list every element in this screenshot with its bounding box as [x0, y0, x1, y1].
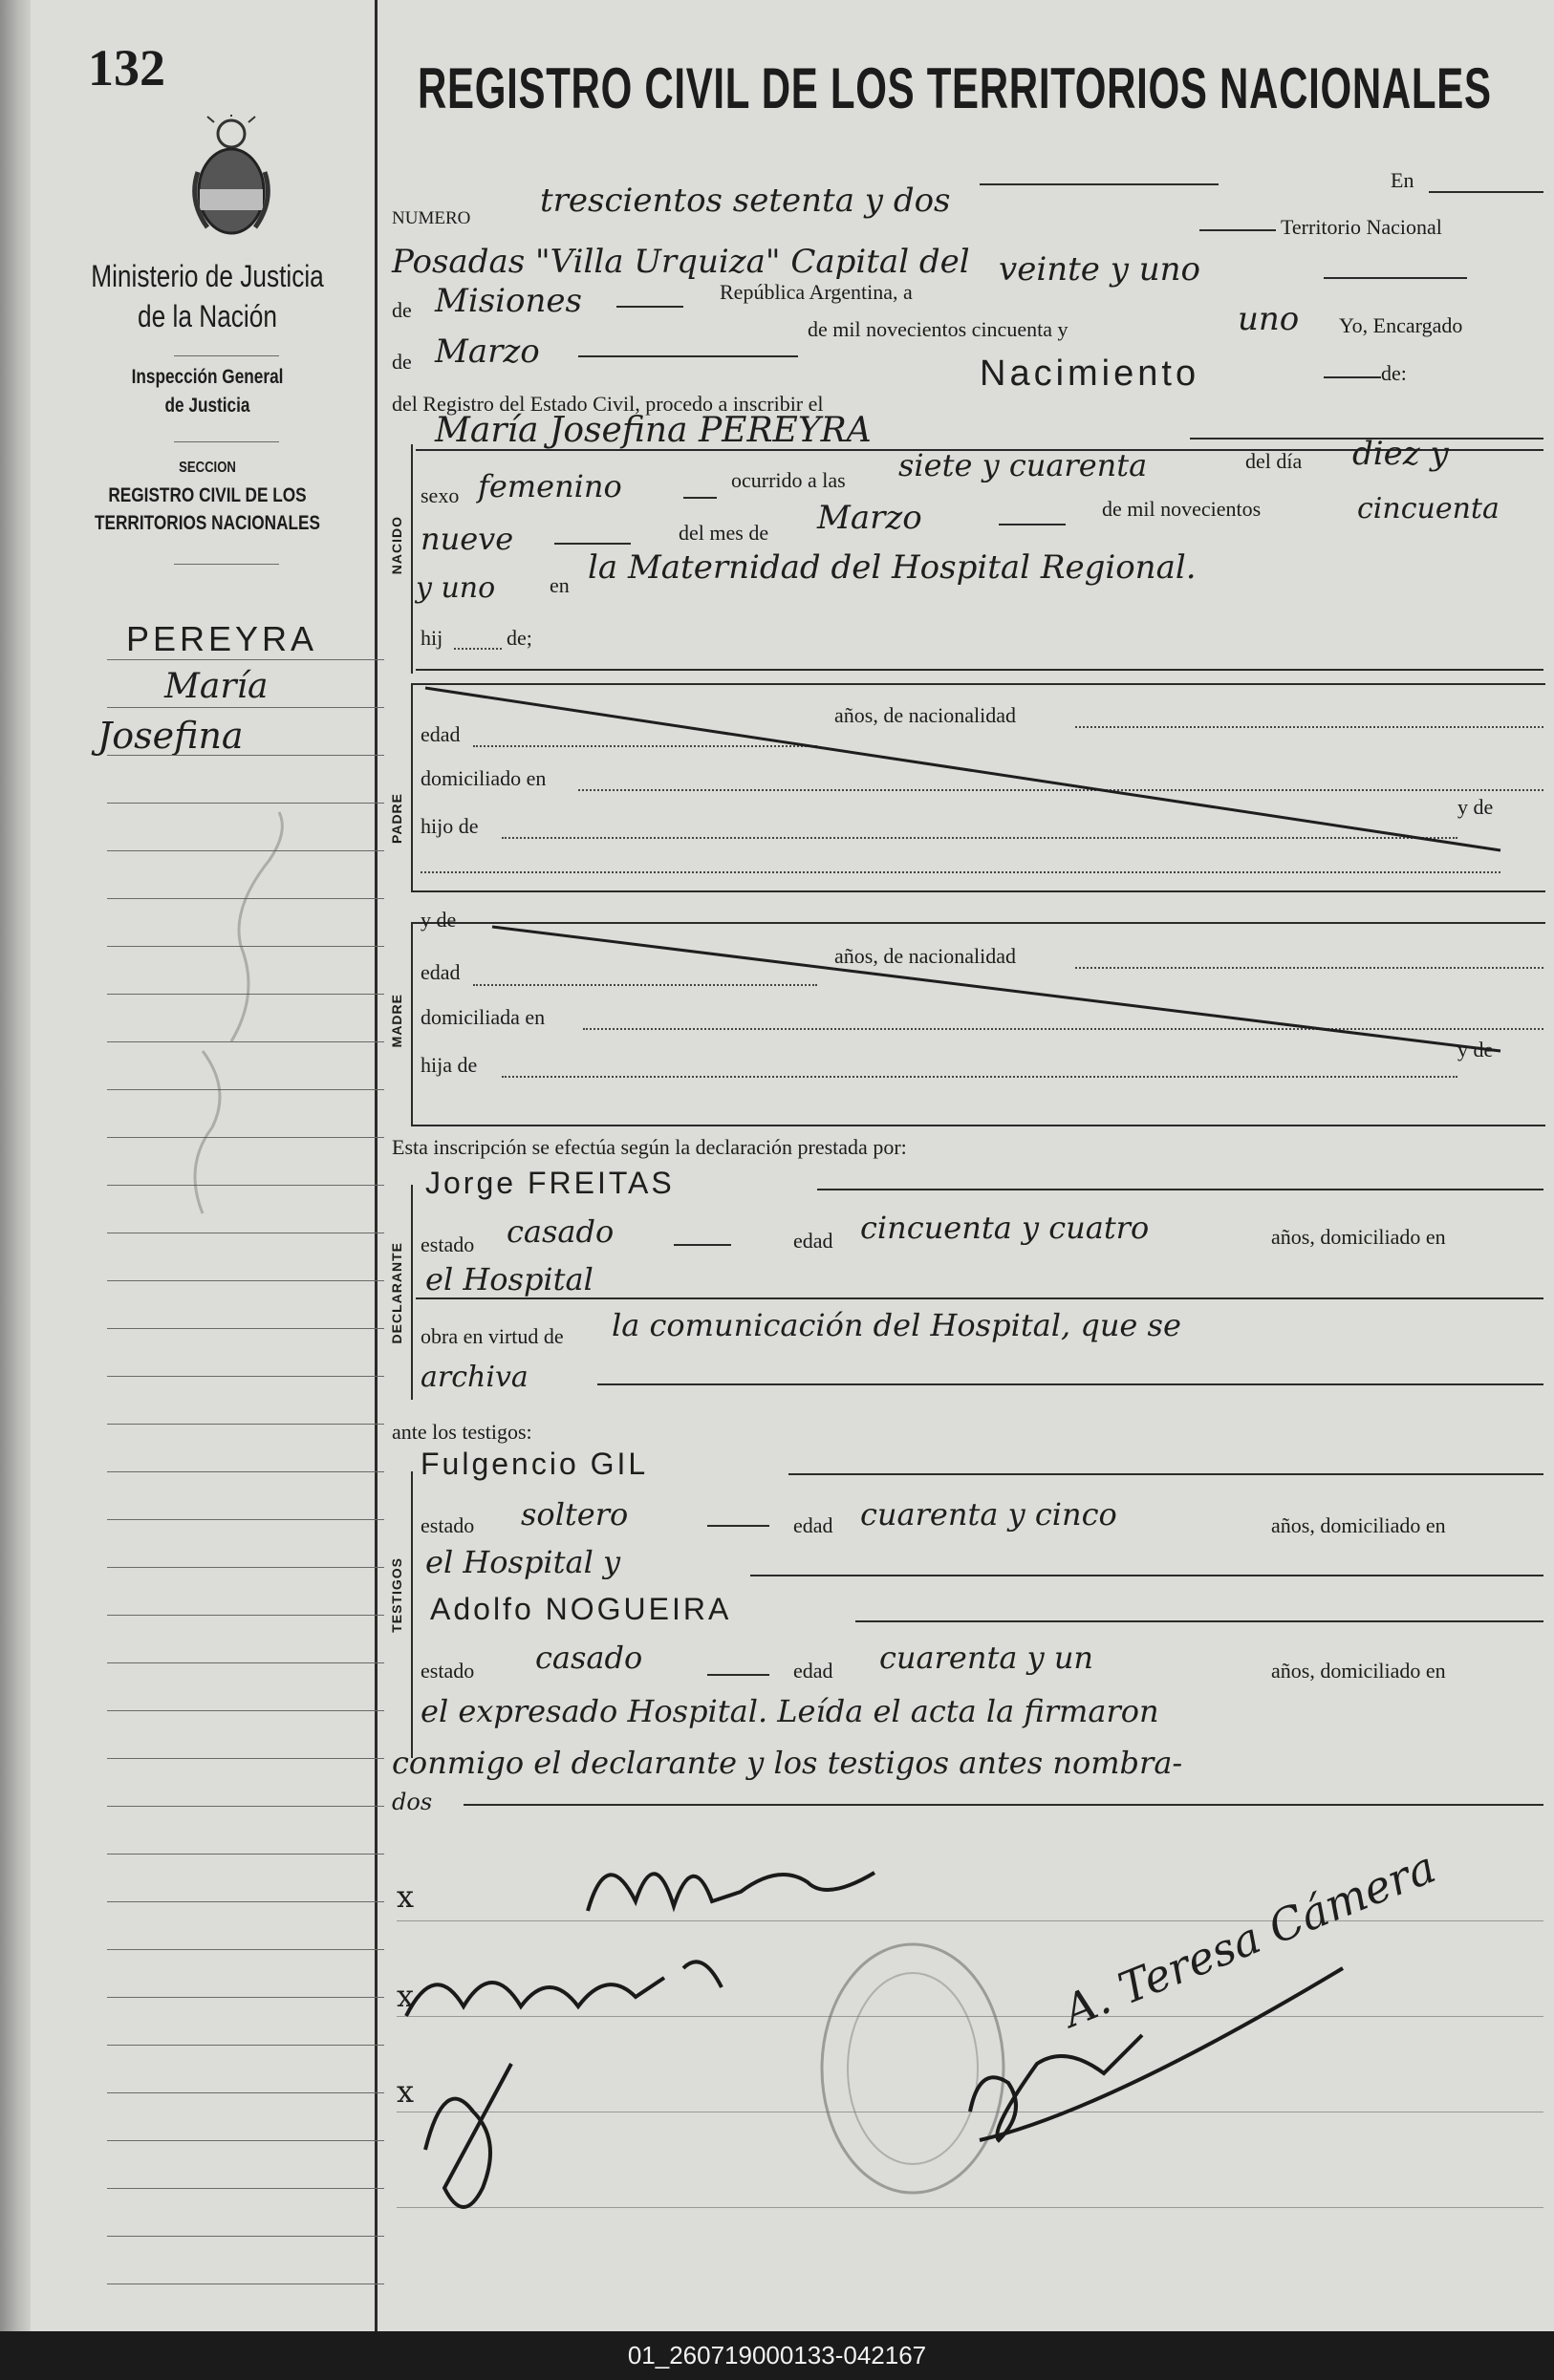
margin-surname: PEREYRA — [126, 619, 318, 658]
ministry-line-1: Ministerio de Justicia — [91, 259, 324, 293]
mil-label-2: de mil novecientos — [1102, 497, 1262, 521]
declarante-intro: Esta inscripción se efectúa según la declaración prestada por: — [392, 1135, 907, 1159]
territory-value: Misiones — [435, 282, 582, 320]
dia-value: diez y — [1352, 435, 1449, 473]
nacido-section-label: NACIDO — [389, 516, 404, 575]
inspection-line-2: de Justicia — [164, 395, 250, 417]
madre-section-label: MADRE — [389, 994, 404, 1048]
en-label: En — [1391, 168, 1414, 192]
testigos-section-label: TESTIGOS — [389, 1557, 404, 1633]
place-value: Posadas "Villa Urquiza" Capital del — [392, 243, 970, 281]
testigos-intro: ante los testigos: — [392, 1420, 532, 1444]
de-label-2: de — [392, 350, 412, 374]
declarante-name-value: Jorge FREITAS — [425, 1166, 675, 1200]
x-mark-3: x — [397, 2073, 415, 2110]
nacido-box — [411, 444, 413, 674]
numero-value: trescientos setenta y dos — [540, 182, 951, 220]
t1-domicilio-value: el Hospital y — [425, 1544, 621, 1580]
hij-label: hij — [421, 626, 443, 650]
padre-section-label: PADRE — [389, 793, 404, 844]
page-number: 132 — [88, 39, 165, 96]
t1-estado-value: soltero — [521, 1496, 629, 1533]
mes-label: del mes de — [679, 521, 769, 545]
madre-yde-top: y de — [421, 908, 457, 932]
day-value: veinte y uno — [999, 250, 1200, 289]
declarante-anios-label: años, domiciliado en — [1271, 1225, 1446, 1249]
declarante-edad-value: cincuenta y cuatro — [860, 1210, 1150, 1246]
section-label — [86, 454, 329, 537]
footer-code: 01_260719000133-042167 — [0, 2331, 1554, 2380]
x-mark-1: x — [397, 1878, 415, 1915]
obra-value-2: archiva — [421, 1361, 529, 1394]
t1-name: Fulgencio GIL — [421, 1447, 649, 1481]
madre-hija-label: hija de — [421, 1053, 478, 1077]
officer-signature: A. Teresa Cámera — [1055, 1840, 1443, 2038]
anio-value-2: y uno — [416, 571, 496, 605]
declarante-box — [411, 1185, 413, 1400]
ministry-line-2: de la Nación — [138, 299, 277, 333]
padre-domiciliado-label: domiciliado en — [421, 766, 547, 790]
mil-label: de mil novecientos cincuenta y — [808, 317, 1068, 341]
hora-value: siete y cuarenta — [898, 447, 1148, 483]
left-column — [31, 0, 378, 2331]
t2-estado-value: casado — [535, 1640, 643, 1676]
madre-yde-label: y de — [1457, 1038, 1494, 1061]
register-form — [378, 0, 1554, 2331]
registro-label: del Registro del Estado Civil, procedo a inscribir el — [392, 392, 824, 416]
declarante-section-label: DECLARANTE — [389, 1242, 404, 1344]
numero-label: NUMERO — [392, 208, 471, 228]
sexo-value: femenino — [478, 468, 622, 504]
declarante-edad-label: edad — [793, 1229, 833, 1253]
territorio-label: Territorio Nacional — [1281, 215, 1442, 239]
t1-estado-label: estado — [421, 1513, 475, 1537]
month-value: Marzo — [435, 332, 540, 371]
form-title: REGISTRO CIVIL DE LOS TERRITORIOS NACIONALES — [418, 56, 1492, 120]
section-line-2: REGISTRO CIVIL DE LOS — [108, 484, 307, 506]
nacido-de-label: de; — [507, 626, 532, 650]
faint-pencil-signature — [174, 803, 308, 1223]
cancellation-strikes — [378, 669, 1554, 1147]
obra-value: la comunicación del Hospital, que se — [612, 1307, 1181, 1343]
margin-given-name-1: María — [164, 667, 269, 706]
mes-value: Marzo — [817, 499, 922, 537]
madre-edad-label: edad — [421, 960, 461, 984]
nacido-name-value: María Josefina PEREYRA — [435, 411, 872, 450]
declarante-estado-value: casado — [507, 1213, 615, 1250]
t1-edad-value: cuarenta y cinco — [860, 1496, 1117, 1533]
section-line-3: TERRITORIOS NACIONALES — [94, 512, 320, 534]
madre-anios-label: años, de nacionalidad — [834, 944, 1016, 968]
dia-value-2: nueve — [421, 521, 514, 557]
padre-anios-label: años, de nacionalidad — [834, 703, 1016, 727]
margin-given-name-2: Josefina — [97, 715, 244, 757]
de-colon-label: de: — [1381, 361, 1407, 385]
yo-label: Yo, Encargado — [1339, 313, 1463, 337]
declarante-estado-label: estado — [421, 1233, 475, 1256]
padre-edad-label: edad — [421, 722, 461, 746]
section-line-1: SECCION — [179, 460, 236, 476]
testigos-box — [411, 1471, 413, 1758]
lugar-value: la Maternidad del Hospital Regional. — [588, 548, 1197, 587]
t1-anios-label: años, domiciliado en — [1271, 1513, 1446, 1537]
t1-edad-label: edad — [793, 1513, 833, 1537]
t2-edad-label: edad — [793, 1659, 833, 1683]
closing-line-2: dos — [392, 1789, 433, 1815]
year-value: uno — [1238, 300, 1300, 338]
anio-value: cincuenta — [1357, 492, 1500, 525]
del-dia-label: del día — [1245, 449, 1303, 473]
book-spine — [0, 0, 31, 2331]
coat-of-arms-icon — [188, 115, 274, 239]
padre-yde-label: y de — [1457, 795, 1494, 819]
inspection-line-1: Inspección General — [131, 366, 284, 388]
t2-anios-label: años, domiciliado en — [1271, 1659, 1446, 1683]
act-value: Nacimiento — [980, 354, 1200, 394]
declarante-domicilio-value: el Hospital — [425, 1261, 594, 1297]
t2-estado-label: estado — [421, 1659, 475, 1683]
ocurrido-label: ocurrido a las — [731, 468, 846, 492]
padre-hijo-label: hijo de — [421, 814, 479, 838]
t2-name: Adolfo NOGUEIRA — [430, 1592, 732, 1626]
t2-domicilio-value: el expresado Hospital. Leída el acta la firmaron — [421, 1693, 1159, 1729]
inspection-label — [86, 363, 329, 420]
sexo-label: sexo — [421, 483, 460, 507]
obra-label: obra en virtud de — [421, 1324, 564, 1348]
republica-label: República Argentina, a — [720, 280, 913, 304]
madre-domiciliada-label: domiciliada en — [421, 1005, 546, 1029]
closing-line-1: conmigo el declarante y los testigos antes nombra- — [392, 1745, 1183, 1781]
t2-edad-value: cuarenta y un — [879, 1640, 1094, 1676]
ministry-label — [86, 256, 329, 336]
x-mark-2: x — [397, 1978, 415, 2014]
nacido-en-label: en — [550, 573, 570, 597]
de-label-1: de — [392, 298, 412, 322]
